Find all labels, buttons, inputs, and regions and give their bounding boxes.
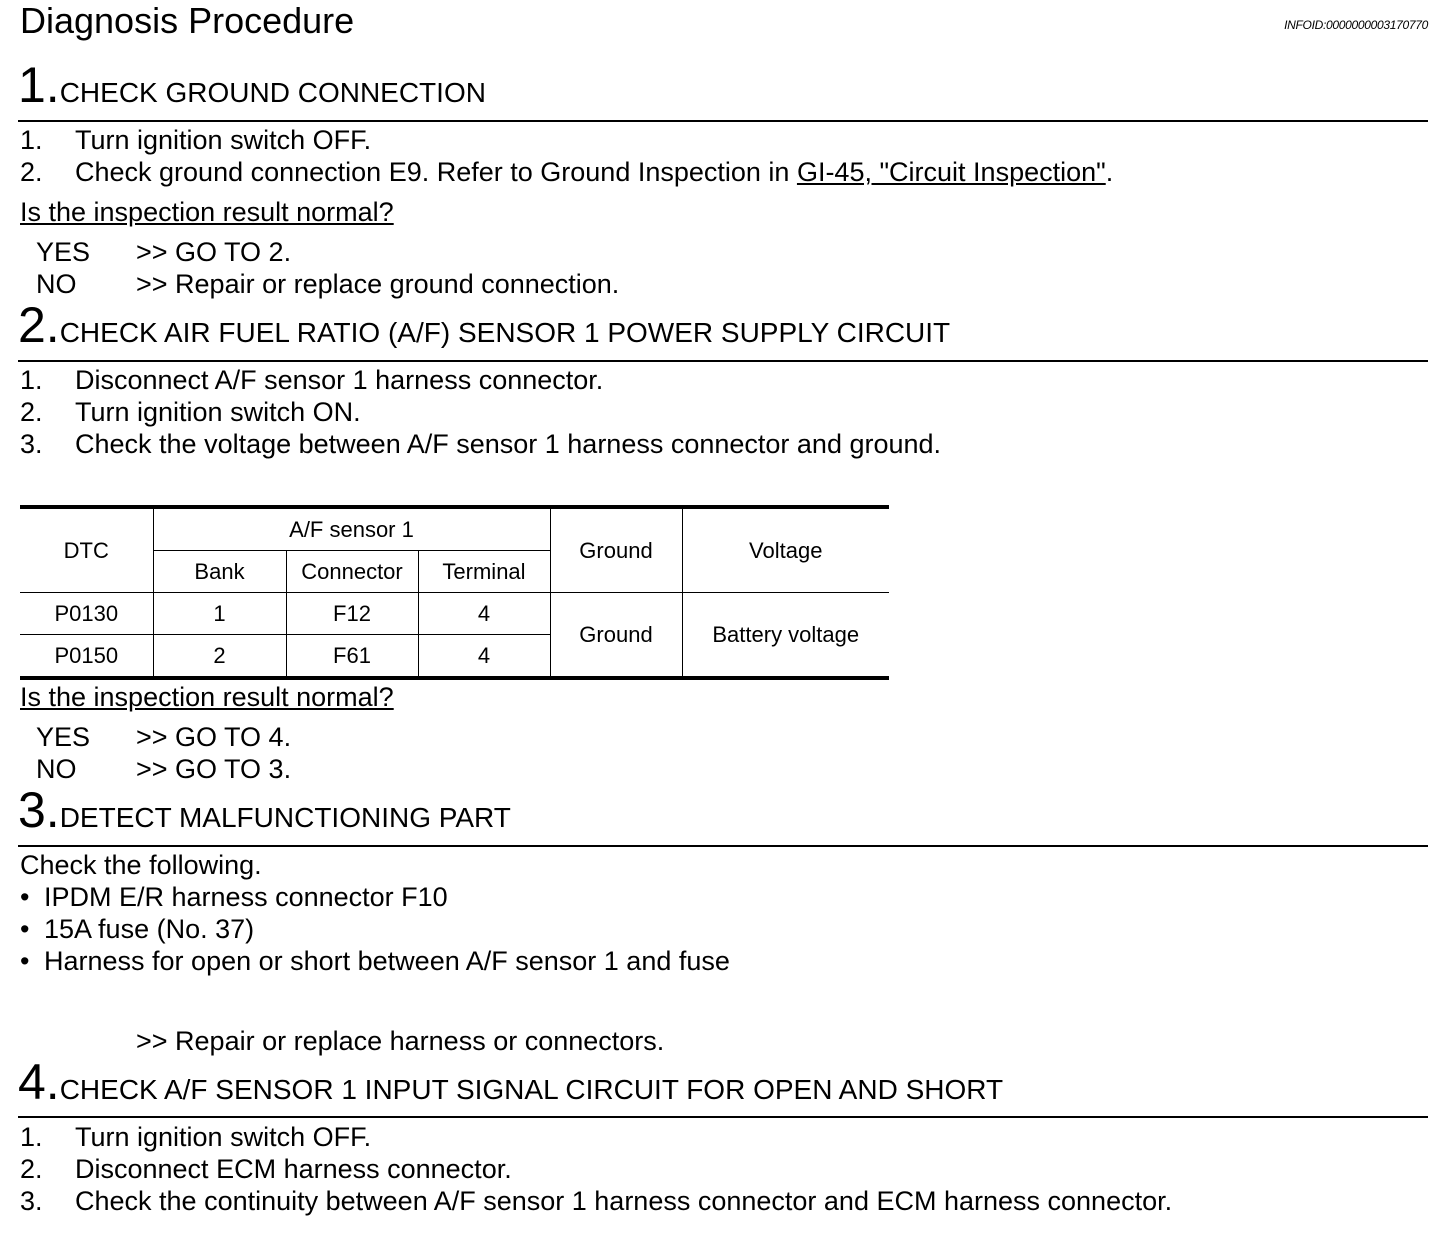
cell-connector: F61 <box>286 635 418 679</box>
step-title: CHECK AIR FUEL RATIO (A/F) SENSOR 1 POWER SUPPLY CIRCUIT <box>59 317 951 348</box>
bullet-item <box>20 913 254 945</box>
cell-terminal: 4 <box>418 593 550 635</box>
header-af-sensor: A/F sensor 1 <box>153 507 550 551</box>
item-number: 3. <box>20 429 43 459</box>
header-voltage: Voltage <box>682 507 889 593</box>
cell-voltage: Battery voltage <box>682 593 889 679</box>
answer-key: YES <box>36 237 91 267</box>
item-number: 2. <box>20 397 43 427</box>
divider <box>18 360 1428 362</box>
inspection-question: Is the inspection result normal? <box>20 197 394 227</box>
cell-bank: 1 <box>153 593 286 635</box>
item-text: Check ground connection E9. Refer to Ground Inspection in <box>75 157 797 187</box>
step-3-intro: Check the following. <box>20 850 262 880</box>
bullet-icon: • <box>20 946 30 976</box>
answer-text: >> GO TO 3. <box>136 754 292 784</box>
step-4-item-2 <box>20 1153 512 1185</box>
voltage-spec-table <box>20 505 889 680</box>
bullet-text: 15A fuse (No. 37) <box>44 914 255 944</box>
cell-ground: Ground <box>550 593 682 679</box>
cell-connector: F12 <box>286 593 418 635</box>
item-number: 2. <box>20 157 43 187</box>
step-2-item-1 <box>20 364 603 396</box>
bullet-icon: • <box>20 882 30 912</box>
step-1-heading <box>18 57 486 113</box>
divider <box>18 845 1428 847</box>
step-2-item-3 <box>20 428 941 460</box>
header-connector: Connector <box>286 551 418 593</box>
divider <box>18 1116 1428 1118</box>
cell-dtc: P0130 <box>20 593 153 635</box>
item-text: Disconnect ECM harness connector. <box>75 1154 512 1184</box>
item-text: Check the voltage between A/F sensor 1 harness connector and ground. <box>75 429 942 459</box>
step-title: CHECK A/F SENSOR 1 INPUT SIGNAL CIRCUIT FOR OPEN AND SHORT <box>59 1074 1004 1105</box>
page-title: Diagnosis Procedure <box>20 0 355 41</box>
item-number: 3. <box>20 1186 43 1216</box>
step-title: CHECK GROUND CONNECTION <box>59 77 486 108</box>
step-number: 3. <box>18 782 60 838</box>
answer-yes <box>36 721 291 753</box>
header-terminal: Terminal <box>418 551 550 593</box>
cell-dtc: P0150 <box>20 635 153 679</box>
step-2-item-2 <box>20 396 361 428</box>
bullet-text: IPDM E/R harness connector F10 <box>44 882 448 912</box>
table-header-row <box>20 507 889 551</box>
table-row <box>20 593 889 635</box>
bullet-item <box>20 881 448 913</box>
step-4-heading <box>18 1054 1004 1110</box>
answer-text: >> GO TO 4. <box>136 722 292 752</box>
bullet-item <box>20 945 730 977</box>
item-text: Turn ignition switch OFF. <box>75 1122 372 1152</box>
answer-no <box>36 268 619 300</box>
step-3-heading <box>18 782 511 838</box>
item-text: Turn ignition switch OFF. <box>75 125 372 155</box>
step-1-item-1 <box>20 124 371 156</box>
answer-text: >> Repair or replace ground connection. <box>136 269 620 299</box>
answer-yes <box>36 236 291 268</box>
step-4-item-3 <box>20 1185 1172 1217</box>
gi-45-link[interactable]: GI-45, "Circuit Inspection" <box>796 157 1106 187</box>
step-number: 2. <box>18 297 60 353</box>
step-1-item-2 <box>20 156 1113 188</box>
cell-bank: 2 <box>153 635 286 679</box>
info-id: INFOID:0000000003170770 <box>1284 18 1428 32</box>
cell-terminal: 4 <box>418 635 550 679</box>
item-text: Check the continuity between A/F sensor 1 harness connector and ECM harness connector. <box>75 1186 1173 1216</box>
step-number: 1. <box>18 57 60 113</box>
answer-key: NO <box>36 269 77 299</box>
answer-text: >> GO TO 2. <box>136 237 292 267</box>
answer-key: NO <box>36 754 77 784</box>
answer-key: YES <box>36 722 91 752</box>
answer-no <box>36 753 291 785</box>
header-dtc: DTC <box>20 507 153 593</box>
item-number: 1. <box>20 125 43 155</box>
item-number: 1. <box>20 365 43 395</box>
step-2-heading <box>18 297 951 353</box>
inspection-question: Is the inspection result normal? <box>20 682 394 712</box>
item-text: Disconnect A/F sensor 1 harness connector. <box>75 365 604 395</box>
divider <box>18 120 1428 122</box>
step-3-action: >> Repair or replace harness or connectors. <box>136 1026 665 1056</box>
step-4-item-1 <box>20 1121 371 1153</box>
item-text-end: . <box>1105 157 1114 187</box>
item-number: 1. <box>20 1122 43 1152</box>
bullet-text: Harness for open or short between A/F sensor 1 and fuse <box>44 946 730 976</box>
header-bank: Bank <box>153 551 286 593</box>
item-text: Turn ignition switch ON. <box>75 397 361 427</box>
header-ground: Ground <box>550 507 682 593</box>
bullet-icon: • <box>20 914 30 944</box>
step-number: 4. <box>18 1054 60 1110</box>
item-number: 2. <box>20 1154 43 1184</box>
step-title: DETECT MALFUNCTIONING PART <box>59 802 511 833</box>
